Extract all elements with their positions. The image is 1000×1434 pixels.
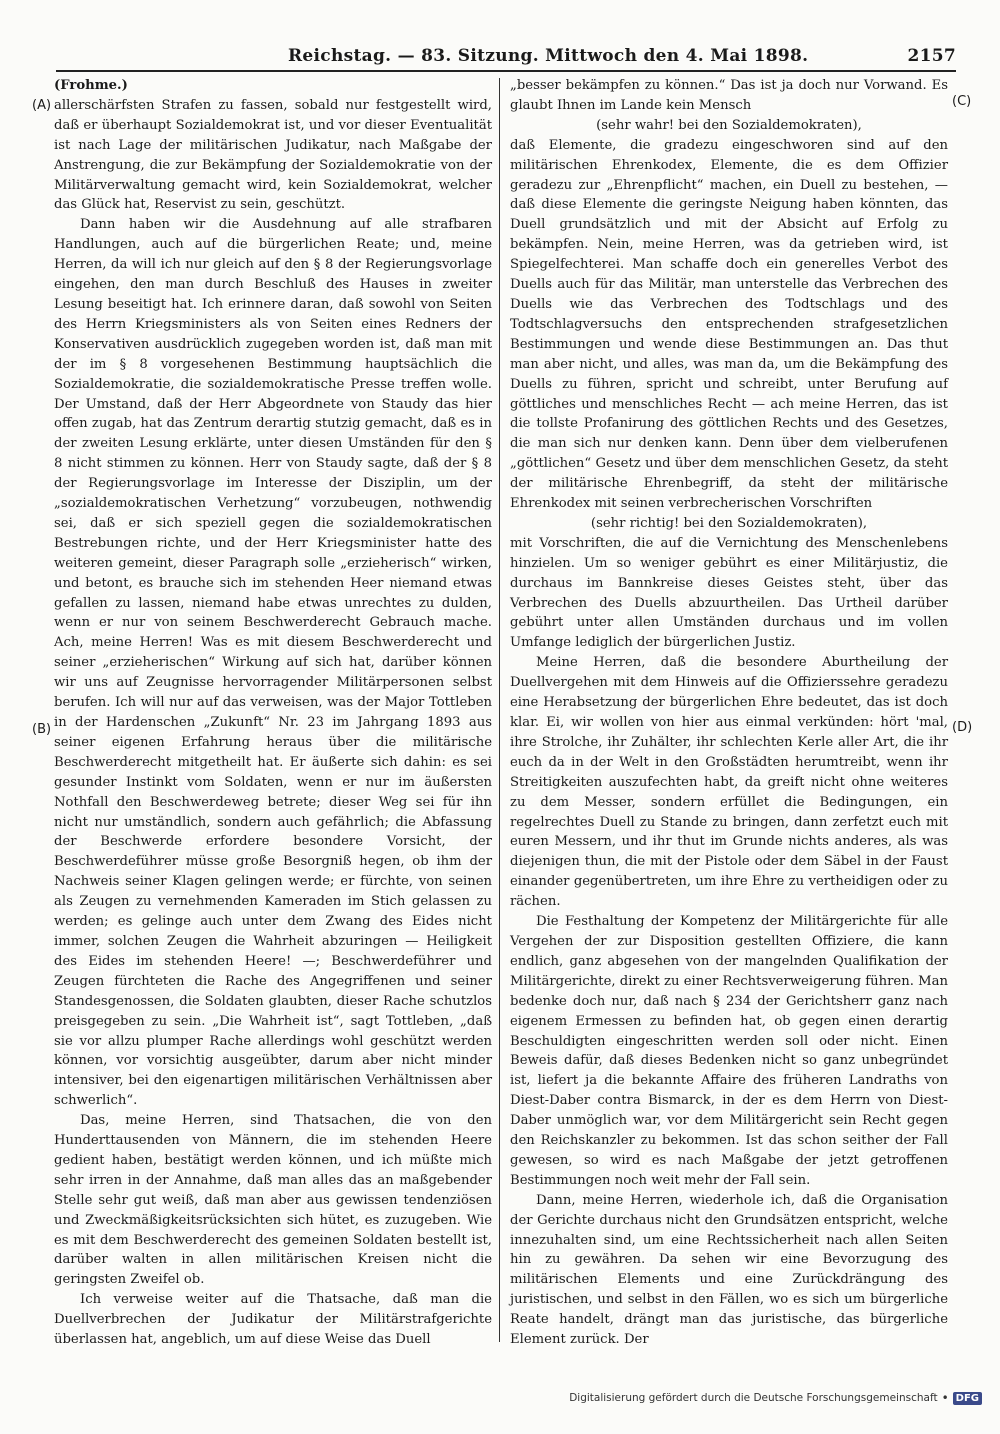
paragraph: daß Elemente, die gradezu eingeschworen sind auf den militärischen Ehrenkodex, Elemente, die es dem Offizier geradezu zur „Ehrenpflicht“ machen, ein Duell zu bestehen, — daß diese Elemente die geringste Neigung haben könnten, das Duell grundsätzlich und mit der Absicht auf Erfolg zu bekämpfen. Nein, meine Herren, was da getrieben wird, ist Spiegelfechterei. Man schaffe doch ein generelles Verbot des Duells auch für das Militär, man unterstelle das Verbrechen des Duells wie das Verbrechen des Todtschlags und des Todtschlagversuchs den entsprechenden strafgesetzlichen Bestimmungen und wende diese Bestimmungen an. Das thut man aber nicht, und alles, was man da, um die Bekämpfung des Duells zu führen, spricht und schreibt, unter Berufung auf göttliches und menschliches Recht — ach meine Herren, das ist die tollste Profanirung des göttlichen Rechts und des Gesetzes, die man sich nur denken kann. Denn über dem vielberufenen „göttlichen“ Gesetz und über dem menschlichen Gesetz, da steht der militärische Ehrenbegriff, da steht der militärische Ehrenkodex mit seinen verbrecherischen Vorschriften xyxy=(510,137,948,512)
paragraph: mit Vorschriften, die auf die Vernichtung des Menschenlebens hinzielen. Um so weniger gebührt es einer Militärjustiz, die durchaus im Bannkreise dieses Geistes steht, über das Verbrechen des Duells abzuurtheilen. Das Urtheil darüber gebührt unter allen Umständen durchaus und im vollen Umfange lediglich der bürgerlichen Justiz. xyxy=(510,535,948,651)
running-title: Reichstag. — 83. Sitzung. Mittwoch den 4. Mai 1898. xyxy=(288,46,809,66)
paragraph: Dann, meine Herren, wiederhole ich, daß die Organisation der Gerichte durchaus nicht den Grundsätzen entspricht, welche innezuhalten sind, um eine Rechtssicherheit nach allen Seiten hin zu gewähren. Da sehen wir eine Bevorzugung des militärischen Elements und eine Zurückdrängung des juristischen, und selbst in den Fällen, wo es sich um bürgerliche Reate handelt, drängt man das juristische, das bürgerliche Element zurück. Der xyxy=(510,1192,948,1348)
header-rule xyxy=(56,70,956,72)
page-header xyxy=(56,42,956,72)
digitization-footer xyxy=(569,1388,982,1408)
paragraph: Das, meine Herren, sind Thatsachen, die von den Hunderttausenden von Männern, die im stehenden Heere gedient haben, bestätigt werden können, und ich müßte mich sehr irren in der Annahme, daß man alles das an maßgebender Stelle sehr gut weiß, daß man aber aus gewissen tendenziösen und Zweckmäßigkeitsrücksichten sich hütet, es zuzugeben. Wie es mit dem Beschwerderecht des gemeinen Soldaten bestellt ist, darüber walten in allen militärischen Kreisen nicht die geringsten Zweifel ob. xyxy=(54,1113,492,1288)
footer-bullet: • xyxy=(941,1391,949,1405)
left-column xyxy=(54,76,492,1350)
speaker-name: (Frohme.) xyxy=(54,78,128,93)
paragraph: Dann haben wir die Ausdehnung auf alle strafbaren Handlungen, auch auf die bürgerlichen Reate; und, meine Herren, da will ich nur gleich auf den § 8 der Regierungsvorlage eingehen, den man durch Beschluß des Hauses in zweiter Lesung beseitigt hat. Ich erinnere daran, daß sowohl von Seiten des Herrn Kriegsministers als von Seiten eines Redners der Konservativen ausdrücklich zugegeben worden ist, daß man mit der im § 8 vorgesehenen Bestimmung hauptsächlich die Sozialdemokratie, die sozialdemokratische Presse treffen wolle. Der Umstand, daß der Herr Abgeordnete von Staudy das hier offen zugab, hat das Zentrum derartig stutzig gemacht, daß es in der zweiten Lesung erklärte, unter diesen Umständen für den § 8 nicht stimmen zu können. Herr von Staudy sagte, daß der § 8 der Regierungsvorlage im Interesse der Disziplin, um der „sozialdemokratischen Verhetzung“ vorzubeugen, nothwendig sei, daß er sich speziell gegen die sozialdemokratischen Bestrebungen richte, und der Herr Kriegsminister hatte des weiteren gemeint, dieser Paragraph solle „erzieherisch“ wirken, und betont, es brauche sich im stehenden Heer niemand etwas gefallen zu lassen, niemand habe etwas unrechtes zu dulden, wenn er nur von seinem Beschwerderecht Gebrauch mache. Ach, meine Herren! Was es mit diesem Beschwerderecht und seiner „erzieherischen“ Wirkung auf sich hat, darüber können wir uns auf Zeugnisse hervorragender Militärpersonen selbst berufen. Ich will nur auf das verweisen, was der Major Tottleben in der Hardenschen „Zukunft“ Nr. 23 im Jahrgang 1893 aus seiner eigenen Erfahrung heraus über die militärische Beschwerderecht mitgetheilt hat. Er äußerte sich dahin: es sei gesunder Instinkt vom Soldaten, wenn er nur im äußersten Nothfall den Beschwerdeweg betrete; dieser Weg sei für ihn nicht nur umständlich, sondern auch gefährlich; die Abfassung der Beschwerde erfordere besondere Vorsicht, der Beschwerdeführer müsse große Besorgniß hegen, ob ihm der Nachweis seiner Klagen gelingen werde; er fürchte, von seinen als Zeugen zu vernehmenden Kameraden im Stich gelassen zu werden; es gelinge auch unter dem Zwang des Eides nicht immer, solchen Zeugen die Wahrheit abzuringen — Heiligkeit des Eides im stehenden Heere! —; Beschwerdeführer und Zeugen fürchteten die Rache des Angegriffenen und seiner Standesgenossen, die Soldaten glaubten, dieser Rache schutzlos preisgegeben zu sein. „Die Wahrheit ist“, sagt Tottleben, „daß sie vor allzu plumper Rache allerdings wohl geschützt werden können, vor vorsichtig ausgeübter, darum aber nicht minder intensiver, bei den eigenartigen militärischen Verhältnissen aber schwerlich“. xyxy=(54,217,492,1109)
margin-marker-c: (C) xyxy=(952,94,972,109)
paragraph: Die Festhaltung der Kompetenz der Militärgerichte für alle Vergehen der zur Disposition gestellten Offiziere, die kann endlich, ganz abgesehen von der mangelnden Qualifikation der Militärgerichte, direkt zu einer Rechtsverweigerung führen. Man bedenke doch nur, daß nach § 234 der Gerichtsherr ganz nach eigenem Ermessen zu befinden hat, ob gegen einen derartig Beschuldigten eingeschritten werden soll oder nicht. Einen Beweis dafür, daß dieses Bedenken nicht so ganz unbegründet ist, liefert ja die bekannte Affaire des früheren Landraths von Diest-Daber contra Bismarck, in der es dem Herrn von Diest-Daber unmöglich war, vor dem Militärgericht sein Recht gegen den Reichskanzler zu bekommen. Ist das schon seither der Fall gewesen, so wird es nach Maßgabe der jetzt getroffenen Bestimmungen noch weit mehr der Fall sein. xyxy=(510,914,948,1188)
interjection: (sehr richtig! bei den Sozialdemokraten), xyxy=(590,515,868,531)
right-column xyxy=(510,76,948,1350)
margin-marker-d: (D) xyxy=(952,720,973,735)
interjection: (sehr wahr! bei den Sozialdemokraten), xyxy=(596,117,862,133)
paragraph: Meine Herren, daß die besondere Aburtheilung der Duellvergehen mit dem Hinweis auf die Offizierssehre geradezu eine Herabsetzung der bürgerlichen Ehre bedeutet, das ist doch klar. Ei, wir wollen von hier aus einmal verkünden: hört 'mal, ihre Strolche, ihr Zuhälter, ihr schlechten Kerle aller Art, die ihr euch da in der Welt in den Großstädten herumtreibt, wenn ihr Streitigkeiten auszufechten habt, da greift nicht ohne weiteres zu dem Messer, sondern erfüllet die Bedingungen, ein regelrechtes Duell zu Stande zu bringen, dann zerfetzt euch mit euren Messern, und ihr thut im Grunde nichts anderes, als was diejenigen thun, die mit der Pistole oder dem Säbel in der Faust einander gegenübertreten, um ihre Ehre zu vertheidigen oder zu rächen. xyxy=(510,655,948,910)
margin-marker-a: (A) xyxy=(32,98,52,113)
paragraph: allerschärfsten Strafen zu fassen, sobald nur festgestellt wird, daß er überhaupt Sozialdemokrat ist, und vor dieser Eventualität ist nach Lage der militärischen Judikatur, nach Maßgabe der Anstrengung, die zur Bekämpfung der Sozialdemokratie von der Militärverwaltung gemacht wird, kein Sozialdemokrat, welcher das Glück hat, Reservist zu sein, geschützt. xyxy=(54,97,492,213)
margin-marker-b: (B) xyxy=(32,722,52,737)
footer-text: Digitalisierung gefördert durch die Deutsche Forschungsgemeinschaft xyxy=(569,1392,938,1404)
paragraph: „besser bekämpfen zu können.“ Das ist ja doch nur Vorwand. Es glaubt Ihnen im Lande kein Mensch xyxy=(510,78,948,113)
paragraph: Ich verweise weiter auf die Thatsache, daß man die Duellverbrechen der Judikatur der Militärstrafgerichte überlassen hat, angeblich, um auf diese Weise das Duell xyxy=(54,1292,492,1348)
column-divider xyxy=(499,78,500,1342)
dfg-logo-icon: DFG xyxy=(953,1392,982,1405)
page-number: 2157 xyxy=(907,46,956,66)
